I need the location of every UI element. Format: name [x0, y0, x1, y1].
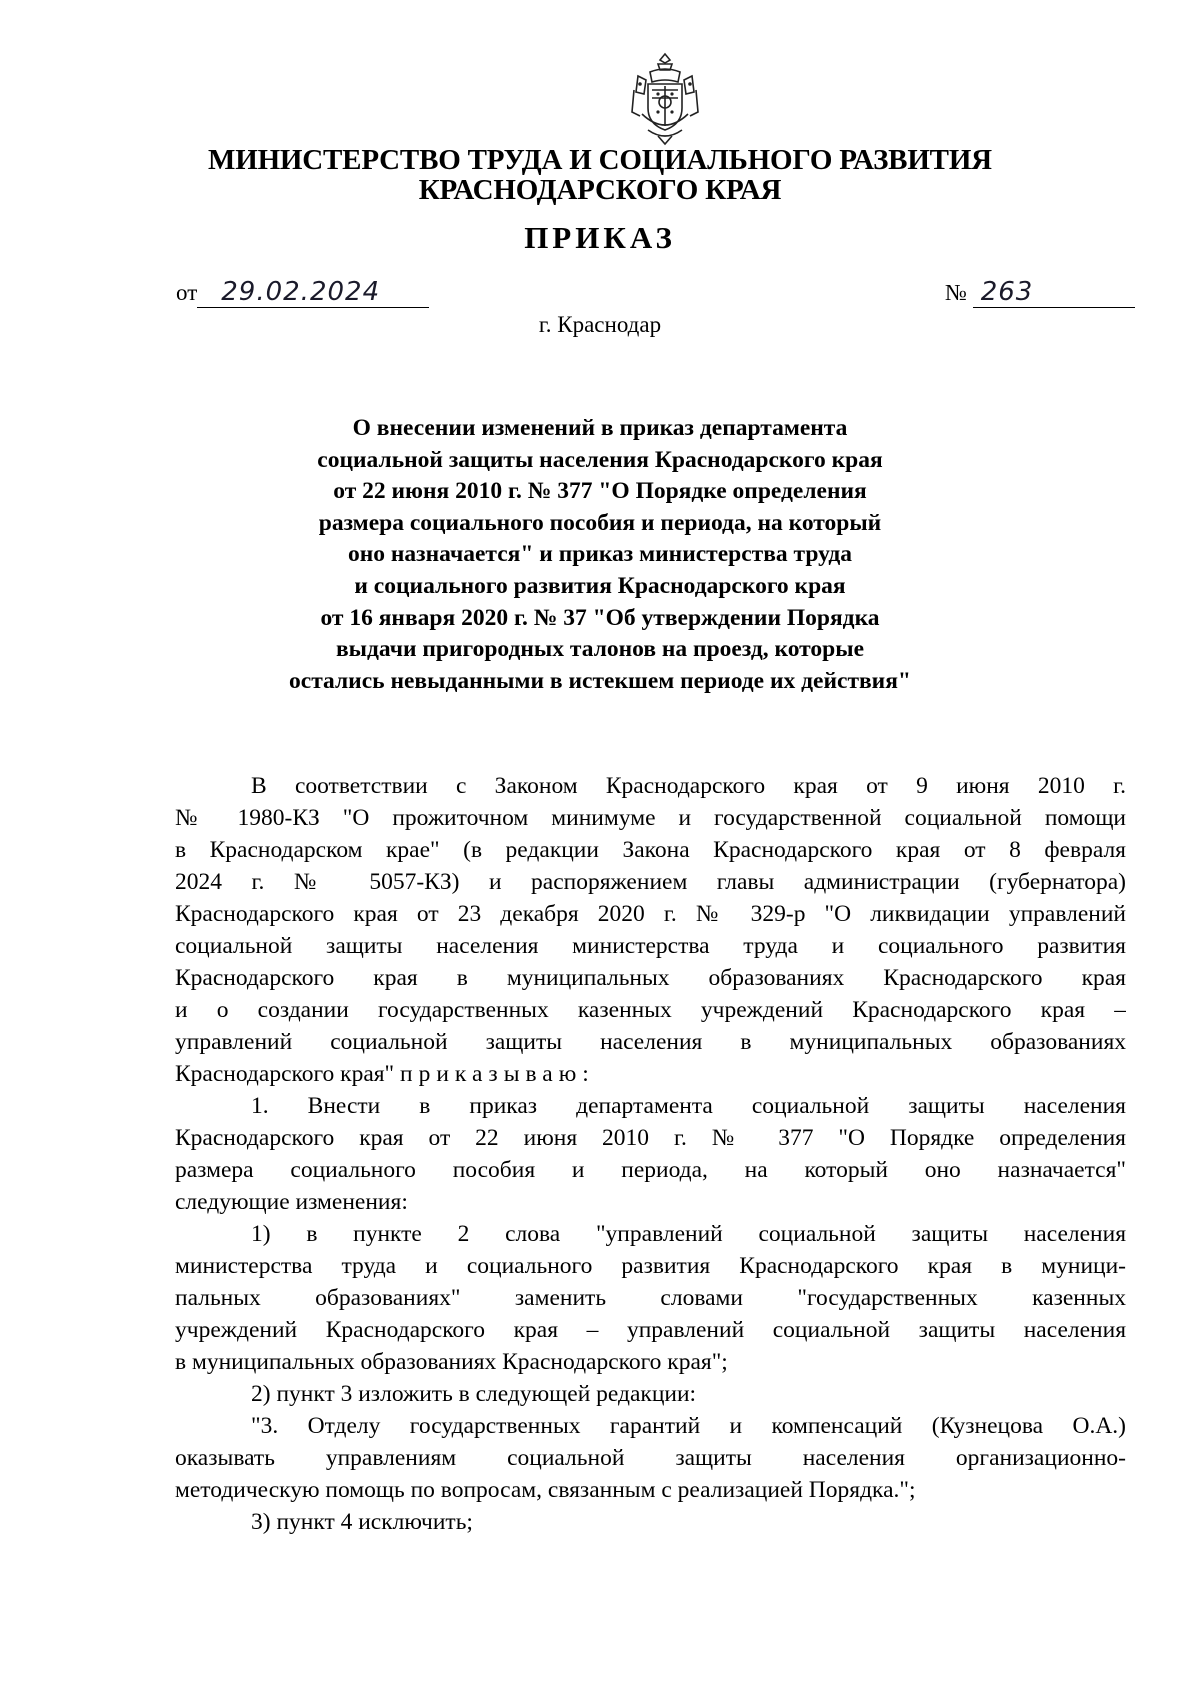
ministry-name-line: КРАСНОДАРСКОГО КРАЯ	[418, 174, 782, 206]
order-subject	[150, 413, 1050, 697]
body-line: Краснодарского края от 22 июня 2010 г. № 377 "О Порядке определения	[175, 1125, 1126, 1151]
body-line: учреждений Краснодарского края – управлений социальной защиты населения	[175, 1317, 1126, 1343]
body-line: 2024 г. № 5057-КЗ) и распоряжением главы администрации (губернатора)	[175, 869, 1126, 895]
body-line: 2) пункт 3 изложить в следующей редакции:	[251, 1381, 697, 1407]
body-line: 1) в пункте 2 слова "управлений социальной защиты населения	[251, 1221, 1126, 1247]
subject-line: выдачи пригородных талонов на проезд, которые	[335, 636, 865, 663]
body-text: Краснодарского края"	[175, 1061, 395, 1087]
body-line: оказывать управлениям социальной защиты населения организационно-	[175, 1445, 1126, 1471]
city: г. Краснодар	[538, 312, 662, 337]
body-line: пальных образованиях" заменить словами "государственных казенных	[175, 1285, 1126, 1311]
body-line	[175, 1058, 1126, 1090]
body-line: управлений социальной защиты населения в муниципальных образованиях	[175, 1029, 1126, 1055]
body-line: и о создании государственных казенных учреждений Краснодарского края –	[175, 997, 1126, 1023]
subject-line: социальной защиты населения Краснодарского края	[317, 446, 883, 473]
coat-of-arms-emblem	[628, 50, 702, 148]
body-line: 1. Внести в приказ департамента социальной защиты населения	[251, 1093, 1126, 1119]
ministry-name-line: МИНИСТЕРСТВО ТРУДА И СОЦИАЛЬНОГО РАЗВИТИЯ	[208, 144, 992, 176]
document-type-title: ПРИКАЗ	[524, 220, 676, 255]
subject-line: от 16 января 2020 г. № 37 "Об утверждении Порядка	[320, 604, 880, 631]
body-line: "3. Отделу государственных гарантий и компенсаций (Кузнецова О.А.)	[251, 1413, 1126, 1439]
subject-line: от 22 июня 2010 г. № 377 "О Порядке определения	[333, 478, 867, 505]
handwritten-date: 29.02.2024	[221, 277, 381, 307]
date-prefix: от	[176, 280, 198, 305]
order-number	[945, 277, 1135, 308]
subject-line: оно назначается" и приказ министерства труда	[347, 541, 853, 568]
ministry-name	[150, 145, 1050, 205]
body-line: социальной защиты населения министерства труда и социального развития	[175, 933, 1126, 959]
body-line: № 1980-КЗ "О прожиточном минимуме и государственной социальной помощи	[175, 805, 1126, 831]
order-body	[175, 770, 1126, 1538]
handwritten-number: 263	[980, 277, 1034, 307]
body-line: в муниципальных образованиях Краснодарского края";	[175, 1349, 728, 1375]
body-line: В соответствии с Законом Краснодарского края от 9 июня 2010 г.	[251, 773, 1126, 799]
subject-line: остались невыданными в истекшем периоде их действия"	[289, 667, 911, 694]
body-line: Краснодарского края в муниципальных образованиях Краснодарского края	[175, 965, 1126, 991]
subject-line: и социального развития Краснодарского края	[354, 572, 846, 599]
order-word: приказываю:	[400, 1061, 595, 1087]
body-line: Краснодарского края от 23 декабря 2020 г. № 329-р "О ликвидации управлений	[175, 901, 1126, 927]
body-line: следующие изменения:	[175, 1189, 408, 1215]
body-line: 3) пункт 4 исключить;	[251, 1509, 473, 1535]
subject-line: О внесении изменений в приказ департамента	[352, 415, 848, 441]
body-line: в Краснодарском крае" (в редакции Закона Краснодарского края от 8 февраля	[175, 837, 1126, 863]
body-line: министерства труда и социального развития Краснодарского края в муници-	[175, 1253, 1126, 1279]
body-line: размера социального пособия и периода, на который оно назначается"	[175, 1157, 1126, 1183]
subject-line: размера социального пособия и периода, на который	[318, 509, 882, 536]
order-date	[176, 277, 429, 308]
body-line: методическую помощь по вопросам, связанным с реализацией Порядка.";	[175, 1477, 916, 1503]
number-prefix: №	[945, 280, 967, 305]
